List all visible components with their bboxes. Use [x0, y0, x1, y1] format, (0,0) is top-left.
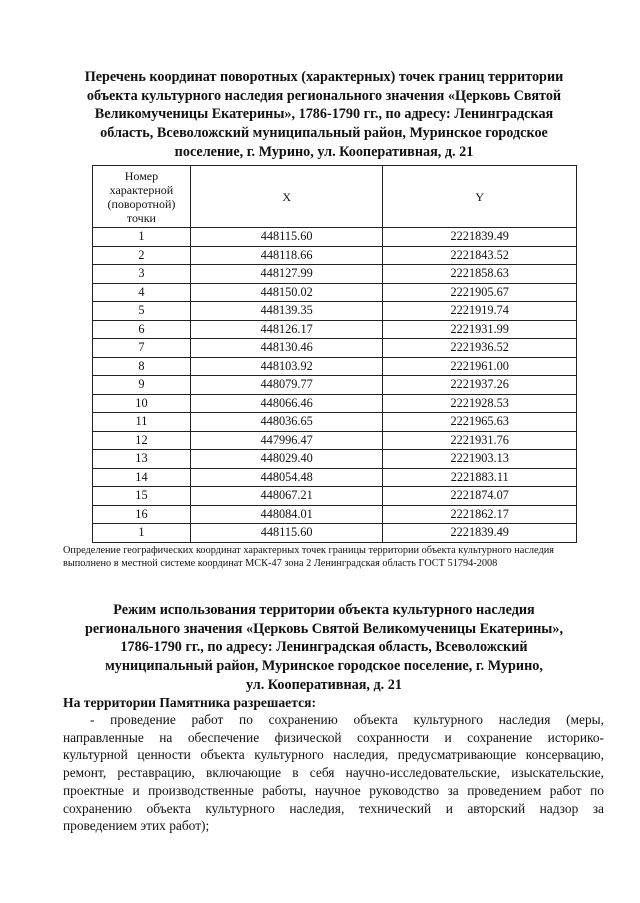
title-line: 1786-1790 гг., по адресу: Ленинградская область, Всеволожский: [120, 639, 528, 656]
y-coordinate-cell: 2221903.13: [383, 450, 577, 469]
x-coordinate-cell: 448066.46: [190, 394, 383, 413]
title-line: ул. Кооперативная, д. 21: [246, 676, 402, 693]
point-number-cell: 13: [93, 450, 191, 469]
point-number-cell: 1: [93, 524, 191, 543]
x-coordinate-cell: 448079.77: [190, 376, 383, 395]
header-x: X: [190, 166, 383, 228]
paragraph-line: проведением этих работ);: [63, 818, 210, 834]
table-row: [93, 450, 577, 469]
point-number-cell: 15: [93, 487, 191, 506]
note-line: выполнено в местной системе координат МСК-47 зона 2 Ленинградская область ГОСТ 51794-2008: [63, 557, 498, 569]
y-coordinate-cell: 2221839.49: [383, 228, 577, 247]
x-coordinate-cell: 448084.01: [190, 505, 383, 524]
table-header-row: [93, 166, 577, 228]
y-coordinate-cell: 2221928.53: [383, 394, 577, 413]
x-coordinate-cell: 447996.47: [190, 431, 383, 450]
header-point-number: Номер характерной (поворотной) точки: [93, 166, 191, 228]
x-coordinate-cell: 448139.35: [190, 302, 383, 321]
x-coordinate-cell: 448150.02: [190, 283, 383, 302]
x-coordinate-cell: 448118.66: [190, 246, 383, 265]
title-line: объекта культурного наследия регионального значения «Церковь Святой: [86, 87, 562, 104]
paragraph-line: - проведение работ по сохранению объекта культурного наследия (меры,: [90, 712, 604, 727]
table-row: [93, 265, 577, 284]
note-line: Определение географических координат характерных точек границы территории объекта культурного наследия: [63, 545, 554, 556]
table-row: [93, 283, 577, 302]
point-number-cell: 3: [93, 265, 191, 284]
x-coordinate-cell: 448029.40: [190, 450, 383, 469]
coordinates-title: [70, 68, 578, 162]
x-coordinate-cell: 448103.92: [190, 357, 383, 376]
y-coordinate-cell: 2221874.07: [383, 487, 577, 506]
table-note: [63, 545, 583, 570]
x-coordinate-cell: 448036.65: [190, 413, 383, 432]
table-row: [93, 431, 577, 450]
y-coordinate-cell: 2221961.00: [383, 357, 577, 376]
table-row: [93, 505, 577, 524]
paragraph-line: культурной ценности объекта культурного наследия, предусматривающие консервацию,: [63, 747, 604, 763]
y-coordinate-cell: 2221937.26: [383, 376, 577, 395]
point-number-cell: 12: [93, 431, 191, 450]
y-coordinate-cell: 2221931.99: [383, 320, 577, 339]
table-body: [93, 228, 577, 543]
table-row: [93, 246, 577, 265]
title-line: муниципальный район, Муринское городское поселение, г. Мурино,: [105, 658, 543, 675]
y-coordinate-cell: 2221862.17: [383, 505, 577, 524]
point-number-cell: 7: [93, 339, 191, 358]
x-coordinate-cell: 448127.99: [190, 265, 383, 284]
x-coordinate-cell: 448067.21: [190, 487, 383, 506]
paragraph-line: направленные на обеспечение физической сохранности и сохранение историко-: [63, 729, 604, 745]
table-row: [93, 339, 577, 358]
header-y: Y: [383, 166, 577, 228]
table-row: [93, 487, 577, 506]
point-number-cell: 16: [93, 505, 191, 524]
point-number-cell: 5: [93, 302, 191, 321]
title-line: поселение, г. Мурино, ул. Кооперативная, д. 21: [174, 143, 474, 160]
title-line: Великомученицы Екатерины», 1786-1790 гг., по адресу: Ленинградская: [94, 106, 554, 123]
y-coordinate-cell: 2221839.49: [383, 524, 577, 543]
table-row: [93, 320, 577, 339]
title-line: Режим использования территории объекта культурного наследия: [113, 602, 535, 618]
table-row: [93, 376, 577, 395]
title-line: область, Всеволожский муниципальный район, Муринское городское: [100, 125, 548, 142]
point-number-cell: 14: [93, 468, 191, 487]
allowed-paragraph: [63, 711, 604, 835]
y-coordinate-cell: 2221883.11: [383, 468, 577, 487]
y-coordinate-cell: 2221919.74: [383, 302, 577, 321]
table-row: [93, 524, 577, 543]
y-coordinate-cell: 2221965.63: [383, 413, 577, 432]
table-row: [93, 468, 577, 487]
point-number-cell: 6: [93, 320, 191, 339]
regime-title: [70, 601, 578, 695]
table-row: [93, 394, 577, 413]
title-line: регионального значения «Церковь Святой Великомученицы Екатерины»,: [84, 620, 564, 637]
paragraph-line: сохранению объекта культурного наследия, технический и авторский надзор за: [63, 800, 604, 816]
point-number-cell: 9: [93, 376, 191, 395]
table-row: [93, 357, 577, 376]
x-coordinate-cell: 448126.17: [190, 320, 383, 339]
coordinates-table: [92, 165, 577, 543]
y-coordinate-cell: 2221843.52: [383, 246, 577, 265]
table-row: [93, 302, 577, 321]
point-number-cell: 1: [93, 228, 191, 247]
table-row: [93, 228, 577, 247]
point-number-cell: 2: [93, 246, 191, 265]
allowed-heading: На территории Памятника разрешается:: [63, 695, 316, 710]
point-number-cell: 4: [93, 283, 191, 302]
y-coordinate-cell: 2221858.63: [383, 265, 577, 284]
point-number-cell: 10: [93, 394, 191, 413]
x-coordinate-cell: 448115.60: [190, 524, 383, 543]
paragraph-line: проектные и производственные работы, научное руководство за проведением работ по: [63, 782, 604, 798]
x-coordinate-cell: 448115.60: [190, 228, 383, 247]
title-line: Перечень координат поворотных (характерных) точек границ территории: [84, 69, 564, 85]
paragraph-line: ремонт, реставрацию, включающие в себя научно-исследовательские, изыскательские,: [63, 765, 604, 781]
y-coordinate-cell: 2221931.76: [383, 431, 577, 450]
y-coordinate-cell: 2221905.67: [383, 283, 577, 302]
x-coordinate-cell: 448054.48: [190, 468, 383, 487]
point-number-cell: 11: [93, 413, 191, 432]
y-coordinate-cell: 2221936.52: [383, 339, 577, 358]
table-row: [93, 413, 577, 432]
x-coordinate-cell: 448130.46: [190, 339, 383, 358]
point-number-cell: 8: [93, 357, 191, 376]
